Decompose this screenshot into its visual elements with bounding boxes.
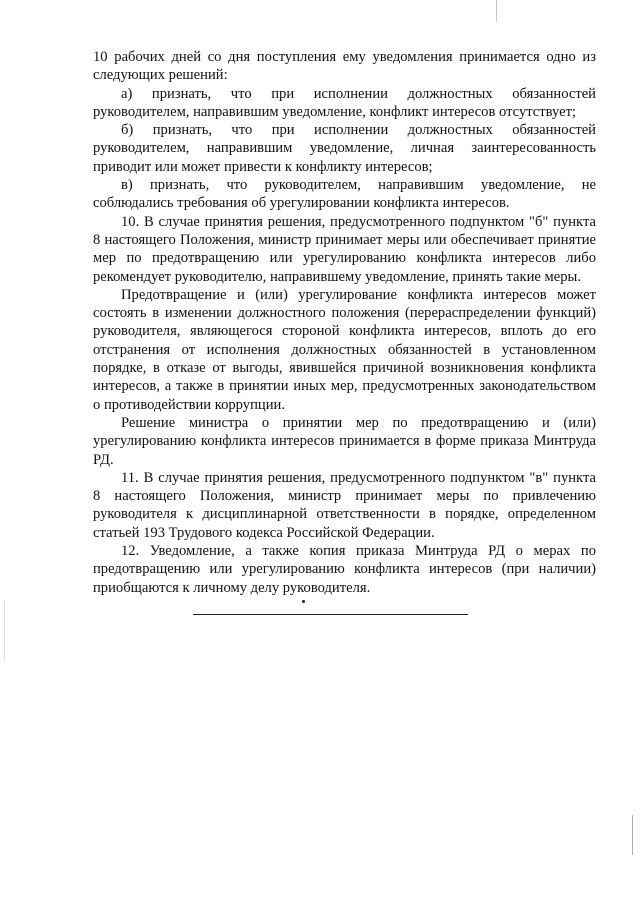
paragraph-option-b: б) признать, что при исполнении должностных обязанностей руководителем, направившим уведомление, личная заинтересованность приводит или может привести к конфликту интересов; [93, 122, 596, 175]
paragraph-clause-12: 12. Уведомление, а также копия приказа Минтруда РД о мерах по предотвращению или урегулированию конфликта интересов (при наличии) приобщаются к личному делу руководителя. [93, 543, 596, 596]
end-of-document-rule [193, 614, 468, 615]
scan-artifact-line [4, 600, 5, 660]
paragraph-clause-10: 10. В случае принятия решения, предусмотренного подпунктом "б" пункта 8 настоящего Положения, министр принимает меры или обеспечивает принятие мер по предотвращению или урегулированию конфликта интересов либо рекомендует руководителю, направившему уведомление, принять такие меры. [93, 213, 596, 285]
document-body [93, 48, 596, 597]
paragraph-option-c: в) признать, что руководителем, направившим уведомление, не соблюдались требования об урегулировании конфликта интересов. [93, 177, 596, 212]
scan-artifact-line [496, 0, 497, 22]
end-mark-dot [302, 600, 305, 603]
scan-artifact-line [632, 815, 633, 855]
paragraph-prevention: Предотвращение и (или) урегулирование конфликта интересов может состоять в изменении должностного положения (перераспределении функций) руководителя, являющегося стороной конфликта интересов, вплоть до его отстранения от исполнения должностных обязанностей в установленном порядке, в отказе от выгоды, явившейся причиной возникновения конфликта интересов, а также в принятии иных мер, предусмотренных законодательством о противодействии коррупции. [93, 286, 596, 413]
paragraph-intro: 10 рабочих дней со дня поступления ему уведомления принимается одно из следующих решений: [93, 49, 596, 84]
paragraph-clause-11: 11. В случае принятия решения, предусмотренного подпунктом "в" пункта 8 настоящего Положения, министр принимает меры по привлечению руководителя к дисциплинарной ответственности в порядке, определенном статьей 193 Трудового кодекса Российской Федерации. [93, 469, 596, 541]
paragraph-decision: Решение министра о принятии мер по предотвращению и (или) урегулированию конфликта интересов принимается в форме приказа Минтруда РД. [93, 414, 596, 468]
paragraph-option-a: а) признать, что при исполнении должностных обязанностей руководителем, направившим уведомление, конфликт интересов отсутствует; [93, 85, 596, 120]
